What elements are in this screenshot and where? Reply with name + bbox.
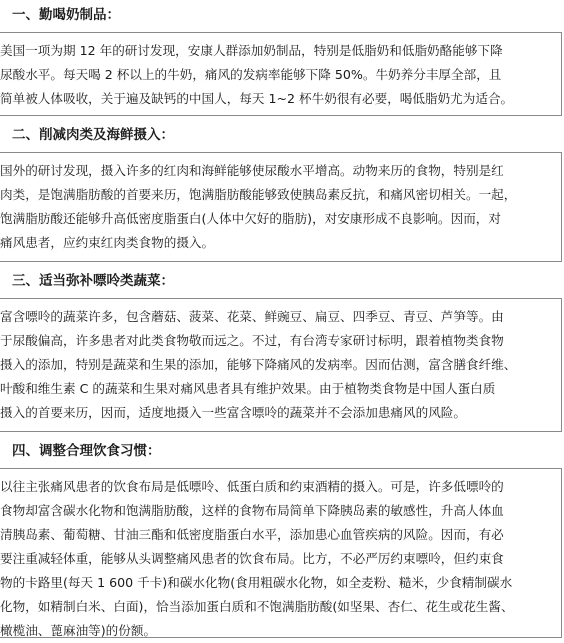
section-1-box [0, 32, 562, 116]
section-3-box [0, 298, 562, 432]
section-3-heading: 三、适当弥补嘌呤类蔬菜： [12, 273, 174, 289]
section-4-line: 橄榄油、蓖麻油等)的份额。 [0, 623, 157, 638]
section-1-line: 简单被人体吸收，关于遍及缺钙的中国人，每天 1~2 杯牛奶很有必要，喝低脂奶尤为适合。 [0, 91, 514, 106]
section-1-line: 尿酸水平。每天喝 2 杯以上的牛奶，痛风的发病率能够下降 50%。牛奶养分丰厚全部，且 [0, 67, 502, 82]
section-2-line: 国外的研讨发现，摄入许多的红肉和海鲜能够使尿酸水平增高。动物来历的食物，特别是红 [0, 163, 504, 178]
section-2-line: 痛风患者，应约束红肉类食物的摄入。 [0, 235, 215, 250]
section-4-line: 清胰岛素、葡萄糖、甘油三酯和低密度脂蛋白水平，添加患心血管疾病的风险。因而，有必 [0, 527, 504, 542]
section-2-box [0, 152, 562, 262]
section-3-line: 摄入的添加，特别是蔬菜和生果的添加，能够下降痛风的发病率。因而估测，富含膳食纤维、 [0, 357, 517, 372]
section-2-line: 饱满脂肪酸还能够升高低密度脂蛋白(人体中欠好的脂肪)，对安康形成不良影响。因而，对 [0, 211, 501, 226]
section-3-line: 富含嘌呤的蔬菜许多，包含蘑菇、菠菜、花菜、鲜豌豆、扁豆、四季豆、青豆、芦笋等。由 [0, 309, 504, 324]
section-4-heading: 四、调整合理饮食习惯： [12, 443, 161, 459]
section-4-line: 要注重减轻体重，能够从头调整痛风患者的饮食布局。比方，不必严厉约束嘌呤，但约束食 [0, 551, 504, 566]
section-4-line: 食物却富含碳水化物和饱满脂肪酸，这样的食物布局简单下降胰岛素的敏感性，升高人体血 [0, 503, 504, 518]
section-3-line: 于尿酸偏高，许多患者对此类食物敬而远之。不过，有台湾专家研讨标明，跟着植物类食物 [0, 333, 504, 348]
section-1-heading: 一、勤喝奶制品： [12, 7, 120, 23]
section-4-line: 以往主张痛风患者的饮食布局是低嘌呤、低蛋白质和约束酒精的摄入。可是，许多低嘌呤的 [0, 479, 504, 494]
section-4-line: 物的卡路里(每天 1 600 千卡)和碳水化物(食用粗碳水化物，如全麦粉、糙米，少食精制碳水 [0, 575, 513, 590]
section-2-line: 肉类，是饱满脂肪酸的首要来历，饱满脂肪酸能够致使胰岛素反抗，和痛风密切相关。一起， [0, 187, 517, 202]
section-4-line: 化物，如精制白米、白面)，恰当添加蛋白质和不饱满脂肪酸(如坚果、杏仁、花生或花生酱、 [0, 599, 514, 614]
section-3-line: 叶酸和维生素 C 的蔬菜和生果对痛风患者具有维护效果。由于植物类食物是中国人蛋白质 [0, 381, 496, 396]
section-1-line: 美国一项为期 12 年的研讨发现，安康人群添加奶制品，特别是低脂奶和低脂奶酪能够下降 [0, 43, 503, 58]
section-4-box [0, 468, 562, 638]
section-2-heading: 二、削减肉类及海鲜摄入： [12, 127, 174, 143]
section-3-line: 摄入的首要来历，因而，适度地摄入一些富含嘌呤的蔬菜并不会添加患痛风的风险。 [0, 405, 466, 420]
